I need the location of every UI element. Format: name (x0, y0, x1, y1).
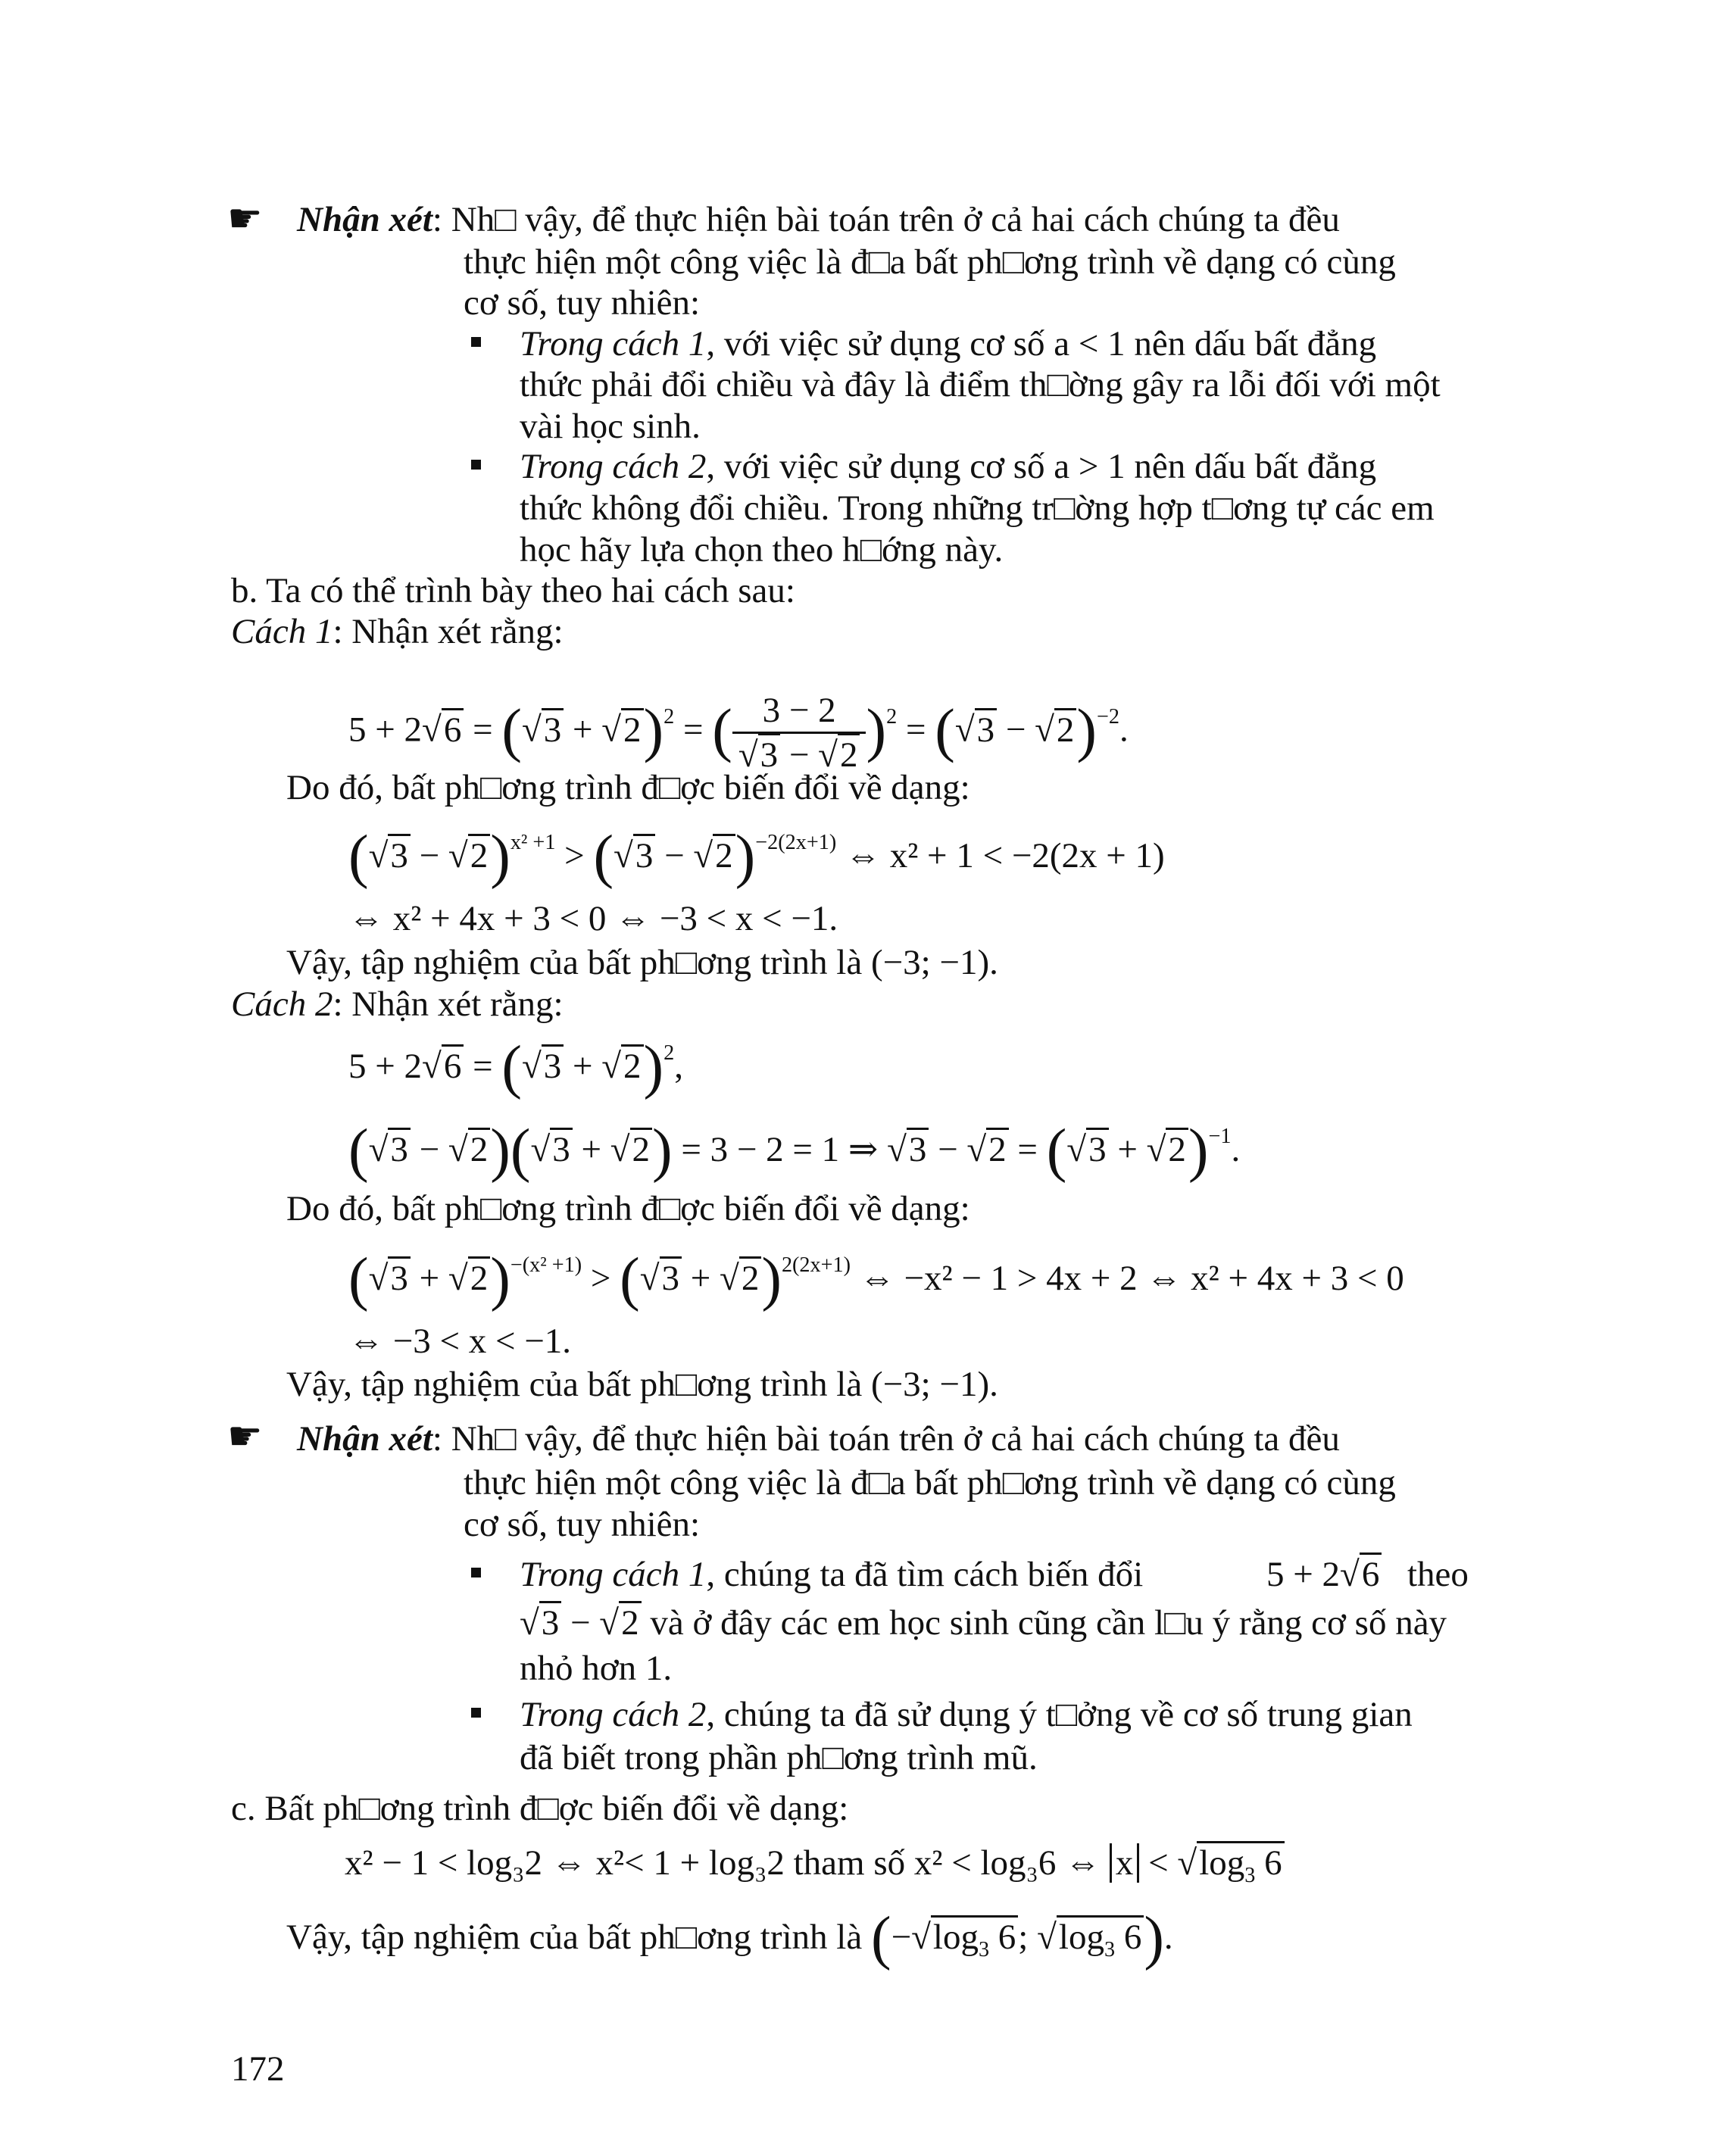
cach2-equation1: $5 + 2√6 = (√3 + √2)^2$, (348, 1033, 683, 1100)
cach2-step: ⇔ −3 < x < −1. (348, 1322, 572, 1361)
bullet-icon (471, 460, 481, 470)
remark2-bullet2-line2: đã biết trong phần ph□ơng trình mũ. (520, 1738, 1038, 1777)
remark2-bullet1-line1: Trong cách 1, chúng ta đã tìm cách biến đổi (520, 1555, 1144, 1594)
cach2-conclusion: Vậy, tập nghiệm của bất ph□ơng trình là (−3; −1). (286, 1365, 998, 1404)
remark2-bullet1-theo: theo (1407, 1555, 1469, 1594)
cach2-transform: Do đó, bất ph□ơng trình đ□ợc biến đổi về dạng: (286, 1189, 970, 1228)
remark2-line3: cơ số, tuy nhiên: (464, 1505, 701, 1544)
remark2-bullet1-expr: 5 + 2√6 (1266, 1553, 1382, 1596)
remark2-bullet1-line2: √3 − √2 và ở đây các em học sinh cũng cần l□u ý rằng cơ số này (520, 1602, 1447, 1644)
page-number: 172 (231, 2049, 285, 2089)
part-b-intro: b. Ta có thể trình bày theo hai cách sau: (231, 571, 795, 610)
remark1-bullet1-line3: vài học sinh. (520, 407, 701, 446)
remark2-line2: thực hiện một công việc là đ□a bất ph□ơng trình về dạng có cùng (464, 1463, 1396, 1503)
fraction: $\frac{3 - 2}{√3 - √2}$ (732, 689, 866, 777)
remark1-line3: cơ số, tuy nhiên: (464, 283, 701, 323)
bullet-icon (471, 337, 481, 347)
remark2-line1: Nhận xét: Nh□ vậy, để thực hiện bài toán trên ở cả hai cách chúng ta đều (297, 1419, 1340, 1459)
remark2-bullet2-line1: Trong cách 2, chúng ta đã sử dụng ý t□ởng về cơ số trung gian (520, 1695, 1413, 1734)
cach1-transform: Do đó, bất ph□ơng trình đ□ợc biến đổi về dạng: (286, 768, 970, 807)
cach2-inequality: $(√3 + √2)^{-(x^2 +1)} > (√3 + √2)^{2(2x+1)}$ ⇔ −x² − 1 > 4x + 2 ⇔ x² + 4x + 3 < 0 (348, 1245, 1404, 1312)
remark1-line2: thực hiện một công việc là đ□a bất ph□ơng trình về dạng có cùng (464, 242, 1396, 282)
remark1-bullet1-line1: Trong cách 1, với việc sử dụng cơ số a < 1 nên dấu bất đẳng (520, 324, 1377, 364)
part-c-intro: c. Bất ph□ơng trình đ□ợc biến đổi về dạng: (231, 1789, 849, 1828)
cach1-equation-identity: $5 + 2√6 = (√3 + √2)^2$ = ( $\frac{3 - 2}{√3 - √2}$ )$^2 = (√3 - √2)^{-2}$. (348, 689, 1129, 777)
pointing-hand-icon: ☛ (227, 196, 263, 242)
remark1-bullet2-line2: thức không đổi chiều. Trong những tr□ờng hợp t□ơng tự các em (520, 488, 1435, 528)
bullet-icon (471, 1708, 481, 1718)
part-c-conclusion: Vậy, tập nghiệm của bất ph□ơng trình là ($-√\log_3$ 6; $√\log_3$ 6). (286, 1904, 1173, 1971)
remark1-bullet2-line1: Trong cách 2, với việc sử dụng cơ số a > 1 nên dấu bất đẳng (520, 447, 1377, 486)
remark1-line1: Nhận xét: Nh□ vậy, để thực hiện bài toán trên ở cả hai cách chúng ta đều (297, 200, 1340, 239)
cach2-equation2: (√3 − √2)(√3 + √2) = 3 − 2 = 1 ⇒ $√3 - √2 = (√3 + √2)^{-1}$. (348, 1116, 1241, 1184)
cach1-conclusion: Vậy, tập nghiệm của bất ph□ơng trình là (−3; −1). (286, 943, 998, 982)
pointing-hand-icon: ☛ (227, 1414, 263, 1459)
cach1-step: ⇔ x² + 4x + 3 < 0 ⇔ −3 < x < −1. (348, 899, 838, 938)
cach2-heading: Cách 2: Nhận xét rằng: (231, 985, 564, 1024)
part-c-equation: x² − 1 < log₃2 ⇔ x²< 1 + log₃2 tham số x² < log₃6 ⇔ $x < √\log_3$ 6 (345, 1842, 1285, 1884)
bullet-icon (471, 1568, 481, 1577)
remark2-label: Nhận xét (297, 1419, 432, 1459)
remark1-label: Nhận xét (297, 200, 432, 239)
cach1-inequality: $(√3 - √2)^{x^2 +1} > (√3 - √2)^{-2(2x+1)}$ ⇔ x² + 1 < −2(2x + 1) (348, 822, 1165, 890)
remark2-bullet1-line3: nhỏ hơn 1. (520, 1649, 673, 1688)
remark1-bullet2-line3: học hãy lựa chọn theo h□ớng này. (520, 530, 1004, 570)
remark1-bullet1-line2: thức phải đổi chiều và đây là điểm th□ờng gây ra lỗi đối với một (520, 365, 1441, 404)
cach1-heading: Cách 1: Nhận xét rằng: (231, 612, 564, 651)
